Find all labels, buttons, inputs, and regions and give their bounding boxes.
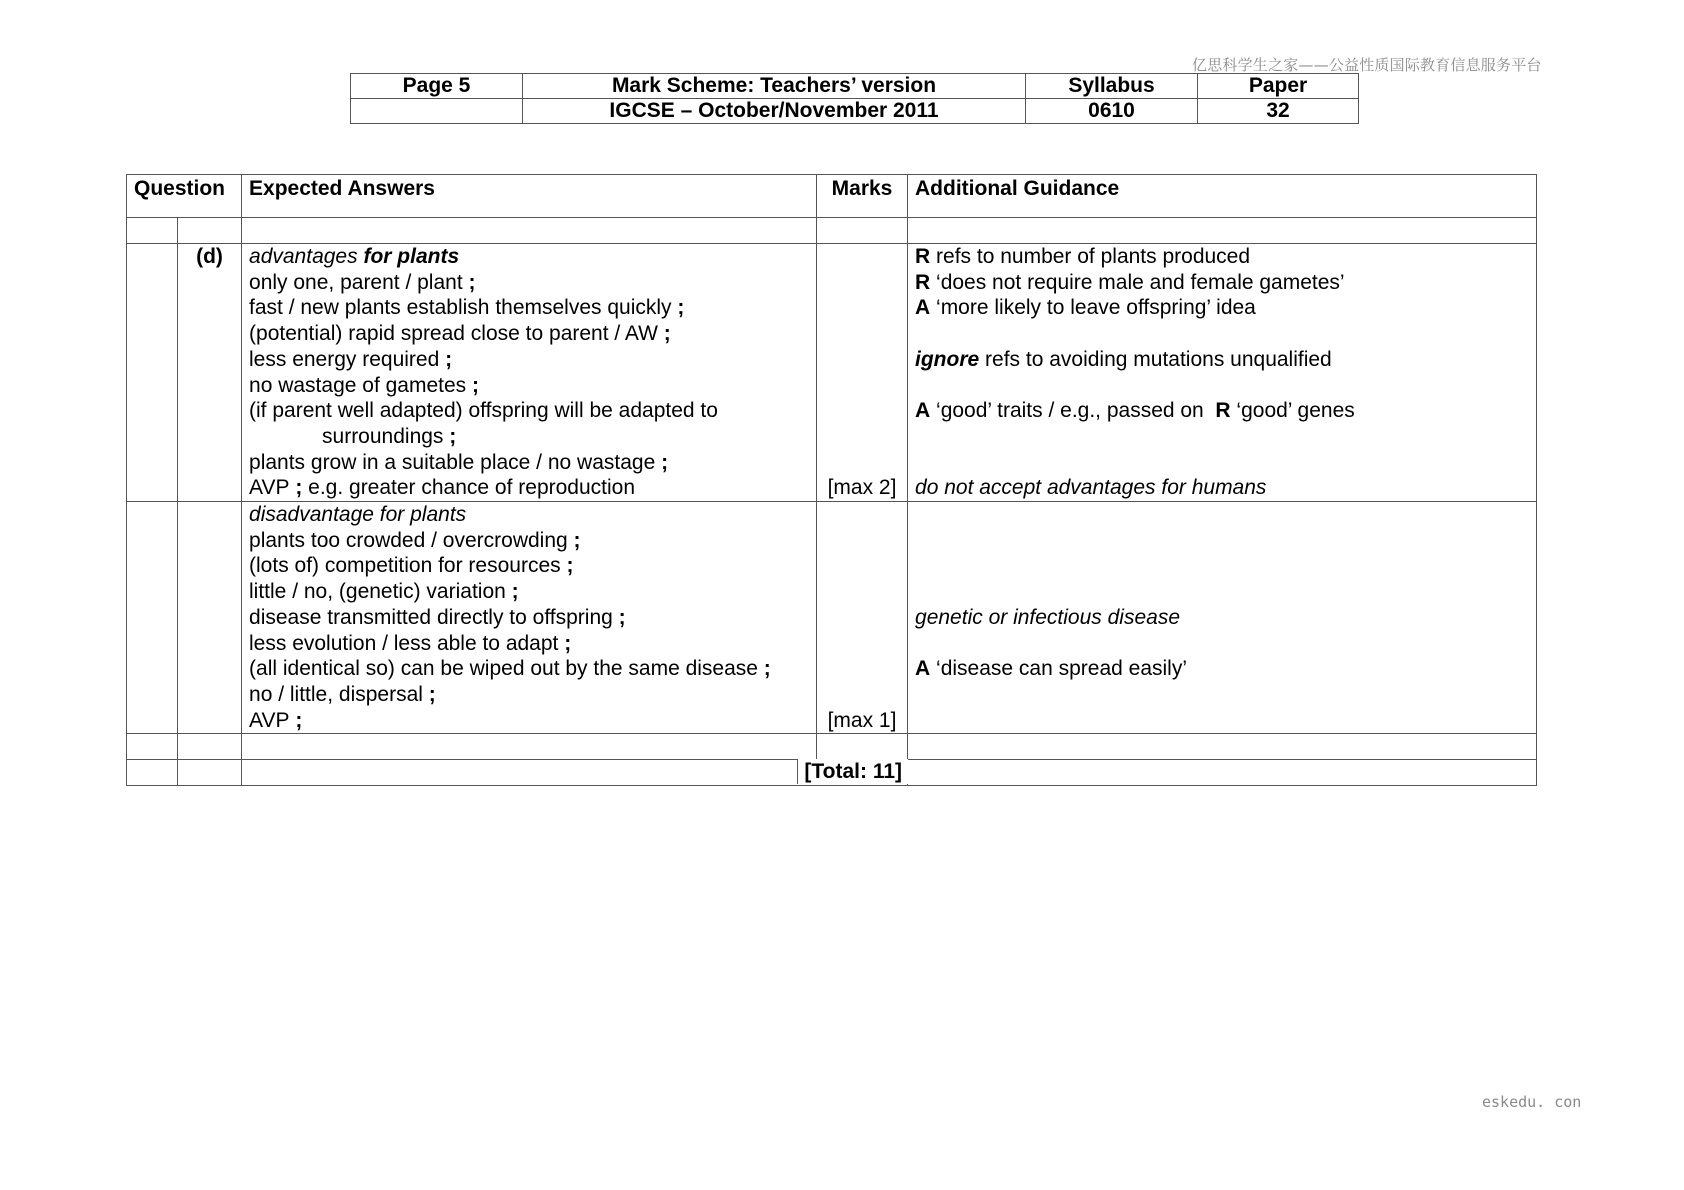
col-marks: Marks <box>817 175 908 218</box>
list-item: AVP ; e.g. greater chance of reproduction <box>249 476 636 500</box>
list-item: fast / new plants establish themselves quickly ; <box>249 296 685 320</box>
spacer-row <box>127 218 1537 244</box>
list-item: only one, parent / plant ; <box>249 270 476 294</box>
mark-scheme-table <box>126 174 1537 786</box>
total-marks: [Total: 11] <box>797 759 908 784</box>
table-row-advantages <box>127 244 1537 502</box>
list-item: surroundings ; <box>322 424 457 448</box>
advantages-answers <box>242 244 817 502</box>
list-item: (lots of) competition for resources ; <box>249 554 574 578</box>
footer-watermark: eskedu. con <box>1482 1093 1582 1111</box>
header-empty <box>351 99 523 124</box>
list-item: disease transmitted directly to offspring ; <box>249 605 626 629</box>
list-item: less energy required ; <box>249 347 453 371</box>
table-header-row <box>127 175 1537 218</box>
list-item: plants too crowded / overcrowding ; <box>249 528 581 552</box>
list-item: (all identical so) can be wiped out by the same disease ; <box>249 657 771 681</box>
spacer-row <box>127 734 1537 760</box>
question-part-label: (d) <box>178 244 242 502</box>
list-item: AVP ; <box>249 708 303 732</box>
list-item: (if parent well adapted) offspring will be adapted to <box>249 399 718 423</box>
table-row-disadvantages <box>127 502 1537 734</box>
disadvantages-guidance: genetic or infectious disease A ‘disease can spread easily’ <box>908 502 1537 734</box>
list-item: (potential) rapid spread close to parent / AW ; <box>249 322 671 346</box>
total-row <box>127 760 1537 786</box>
header-syllabus-label: Syllabus <box>1026 74 1198 99</box>
col-expected-answers: Expected Answers <box>242 175 817 218</box>
col-additional-guidance: Additional Guidance <box>908 175 1537 218</box>
header-syllabus: 0610 <box>1026 99 1198 124</box>
disadvantages-answers <box>242 502 817 734</box>
header-page: Page 5 <box>351 74 523 99</box>
list-item: less evolution / less able to adapt ; <box>249 631 572 655</box>
header-paper: 32 <box>1198 99 1359 124</box>
disadvantages-heading: disadvantage for plants <box>249 503 467 527</box>
list-item: no / little, dispersal ; <box>249 682 436 706</box>
header-table <box>350 73 1359 124</box>
disadvantages-marks: [max 1] <box>817 502 908 734</box>
advantages-heading: advantages <box>249 245 364 268</box>
list-item: little / no, (genetic) variation ; <box>249 580 519 604</box>
list-item: plants grow in a suitable place / no wastage ; <box>249 450 669 474</box>
disease-note: genetic or infectious disease <box>915 605 1181 629</box>
advantages-heading-bold: for plants <box>363 245 460 268</box>
advantages-note: do not accept advantages for humans <box>915 476 1267 500</box>
total-cell <box>242 760 908 786</box>
advantages-guidance: R refs to number of plants produced R ‘does not require male and female gametes’ A ‘more likely to leave offspring’ idea ignore refs to avoiding mutations unqualified A ‘good’ traits / e.g., passed on R ‘good’ genes do not accept advantages for humans <box>908 244 1537 502</box>
header-title: Mark Scheme: Teachers’ version <box>523 74 1026 99</box>
advantages-marks: [max 2] <box>817 244 908 502</box>
watermark: 亿思科学生之家——公益性质国际教育信息服务平台 <box>1192 56 1542 74</box>
header-paper-label: Paper <box>1198 74 1359 99</box>
list-item: no wastage of gametes ; <box>249 373 479 397</box>
header-exam: IGCSE – October/November 2011 <box>523 99 1026 124</box>
col-question: Question <box>127 175 242 218</box>
